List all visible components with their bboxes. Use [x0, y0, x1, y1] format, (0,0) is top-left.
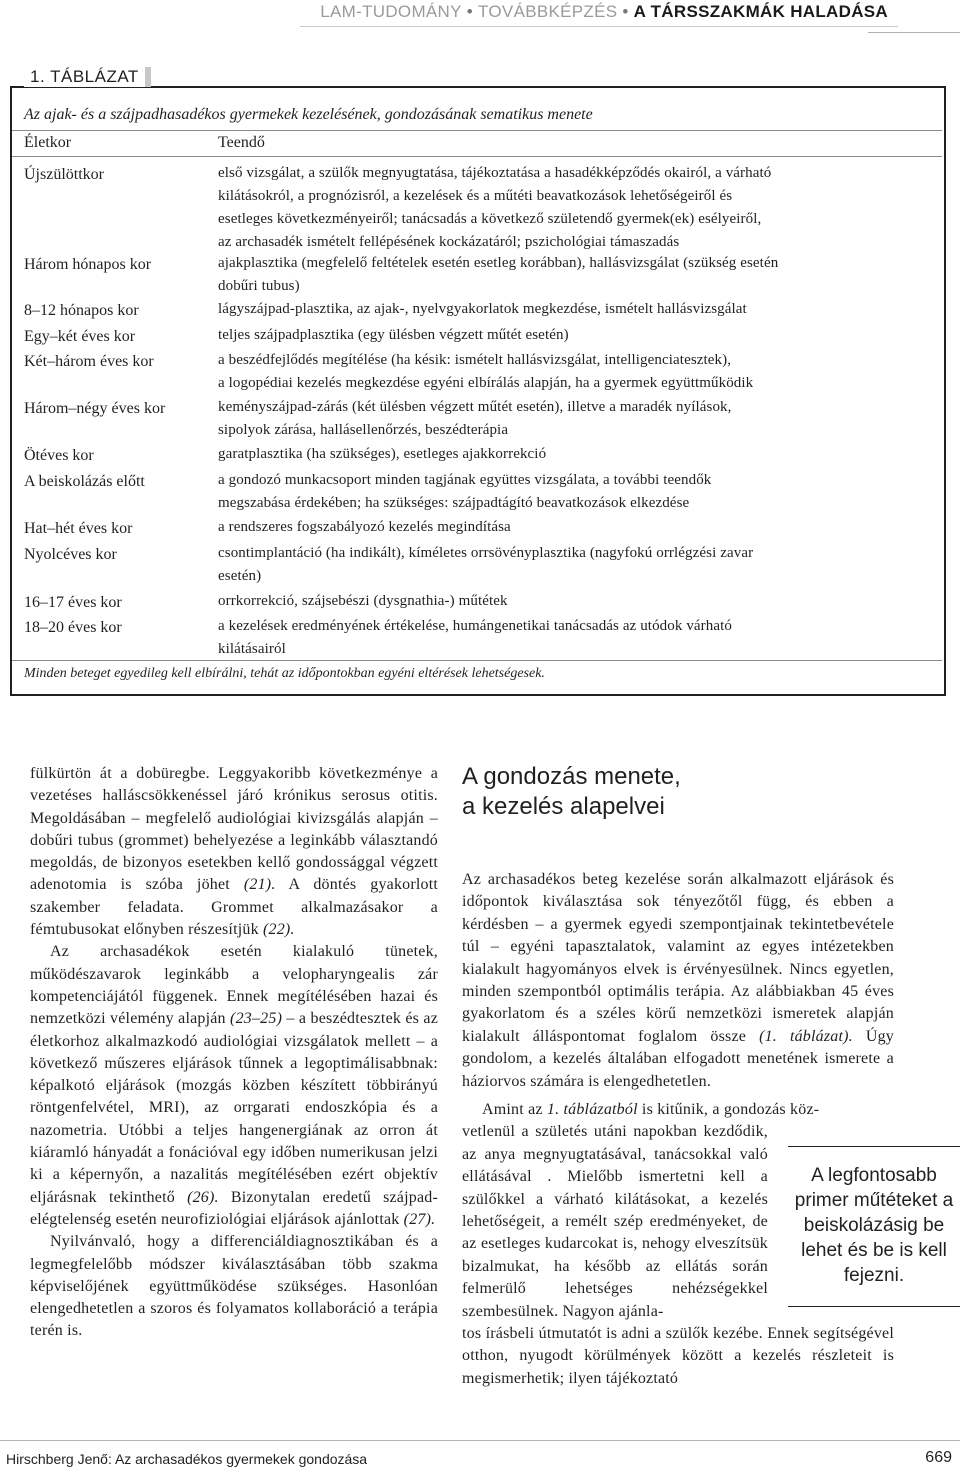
paragraph-continued: tos írásbeli útmutatót is adni a szülők kezébe. Ennek segítségével otthon, nyugodt körülmények között a kezelés részleteit is megismerhetik; ilyen tájékoztató — [462, 1325, 894, 1387]
table-cell-line: teljes szájpadplasztika (egy ülésben végzett műtét esetén) — [218, 327, 569, 343]
paragraph-text: A döntés gyakorlott szakember feladata. Grommet alkalmazásakor a fémtubusokat előnyben részesítjük — [30, 876, 439, 939]
paragraph-text: fülkürtön át a dobüregbe. Leggyakoribb következménye a vezetéses halláscsökkenéssel járó krónikus serosus otitis. Megoldásában – megfelelő audiológiai kivizsgálás alapján – dobűri tubus (grommet) behelyezése a leginkább választandó megoldás, de bizonyos esetekben kellő gondossággal végzett adenotomia is szóba jöhet — [30, 765, 438, 894]
paragraph — [30, 941, 438, 1231]
table-header-todo: Teendő — [218, 134, 265, 151]
table-cell-line: a rendszeres fogszabályozó kezelés megindítása — [218, 519, 511, 535]
table-cell-line: a logopédiai kezelés megkezdése egyéni elbírálás alapján, ha a gyermek együttműködik — [218, 375, 754, 391]
paragraph — [462, 869, 894, 1093]
section-heading-line: a kezelés alapelvei — [462, 793, 665, 820]
table-header-age: Életkor — [24, 134, 72, 151]
paragraph-first-line — [462, 1099, 894, 1121]
table-cell-age: Nyolcéves kor — [24, 546, 117, 563]
table-cell-age: Egy–két éves kor — [24, 328, 136, 345]
table-cell-todo — [218, 252, 934, 298]
table-cell-todo — [218, 162, 934, 254]
table-cell-todo — [218, 324, 934, 347]
footer-article-title: Hirschberg Jenő: Az archasadékos gyermekek gondozása — [6, 1451, 368, 1467]
table-cell-line: a gondozó munkacsoport minden tagjának együttes vizsgálata, a további teendők — [218, 472, 712, 488]
section-heading — [462, 762, 681, 822]
left-column — [30, 763, 438, 1343]
table-label: 1. TÁBLÁZAT — [24, 67, 151, 87]
reference: (27). — [403, 1210, 436, 1228]
pull-quote: A legfontosabb primer műtéteket a beiskolázásig be lehet és be is kell fejezni. — [794, 1165, 954, 1286]
table-cell-todo — [218, 615, 934, 661]
table-cell-line: kilátásairól — [218, 641, 286, 657]
section-heading-line: A gondozás menete, — [462, 763, 681, 790]
table-header-bottom-rule — [12, 156, 942, 157]
paragraph-text: Az archasadékok esetén kialakuló tünetek, működészavarok leginkább a velopharyngealis zár kompetenciájától függenek. Ennek megítélésében hazai és nemzetközi vélemény alapján — [30, 943, 438, 1028]
table-cell-line: kilátásokról, a prognózisról, a kezelések és a műtéti beavatkozások lehetőségeiről és — [218, 188, 733, 204]
paragraph-text: Amint az — [482, 1101, 547, 1118]
table-cell-line: sipolyok zárása, hallásellenőrzés, beszédterápia — [218, 422, 509, 438]
table-cell-todo — [218, 469, 934, 515]
table-cell-age: Hat–hét éves kor — [24, 520, 133, 537]
table-cell-age: Három–négy éves kor — [24, 400, 166, 417]
table-cell-line: megszabása érdekében; ha szükséges: szájpadtágító beavatkozások elkezdése — [218, 495, 690, 511]
table-cell-line: keményszájpad-zárás (két ülésben végzett műtét esetén), illetve a maradék nyílások, — [218, 399, 732, 415]
reference: (21). — [243, 876, 276, 894]
paragraph — [30, 763, 438, 941]
paragraph-text: – a beszédtesztek és az életkorhoz alkalmazkodó audiológiai vizsgálatok mellett – a következő műszeres eljárások tűnnek a legoptimálisabbnak: képalkotó eljárások (mozgás közben készített többirányú röntgenfelvétel, MRI), az orrgarati endoszkópia és a nazometria. Utóbbi a teljes hangenergiának az orron át kiáramló hányadát a fonációval egy időben numerikusan jelzi ki a képernyőn, a nazalitás megítélésében ezért objektív eljárásnak tekinthető — [30, 1010, 439, 1206]
bullet-icon: • — [622, 2, 629, 21]
table-cell-todo — [218, 396, 934, 442]
table-cell-todo — [218, 590, 934, 613]
table-note: Minden beteget egyedileg kell elbírálni, tehát az időpontokban egyéni eltérések lehetségesek. — [24, 666, 545, 681]
reference: 1. táblázatból — [546, 1101, 638, 1118]
table-cell-todo — [218, 542, 934, 588]
table-cell-age: 18–20 éves kor — [24, 619, 122, 636]
table-cell-line: lágyszájpad-plasztika, az ajak-, nyelvgyakorlatok megkezdése, ismételt hallásvizsgálat — [218, 301, 747, 317]
header-rule — [300, 26, 898, 27]
header-section-3: A TÁRSSZAKMÁK HALADÁSA — [633, 2, 888, 21]
table-header-top-rule — [12, 130, 942, 131]
table-cell-line: esetén) — [218, 568, 262, 584]
table-cell-line: első vizsgálat, a szülők megnyugtatása, tájékoztatása a hasadékképződés okairól, a várható — [218, 165, 772, 181]
bullet-icon: • — [466, 2, 474, 21]
reference: (26). — [187, 1188, 219, 1206]
header-section-1: LAM-TUDOMÁNY — [320, 2, 462, 21]
header-section-2: TOVÁBBKÉPZÉS — [478, 2, 618, 21]
header-text — [320, 2, 888, 22]
table-cell-line: dobűri tubus) — [218, 278, 300, 294]
table-cell-age: Két–három éves kor — [24, 353, 154, 370]
paragraph-text: Bizonytalan eredetű szájpad-elégtelenség esetén neurofiziológiai eljárások ajánlottak — [30, 1188, 438, 1228]
paragraph-text: is kitűnik, a gondozás köz- — [637, 1101, 820, 1118]
table-cell-age: A beiskolázás előtt — [24, 473, 145, 490]
reference: (22). — [262, 921, 295, 939]
table-cell-todo — [218, 443, 934, 466]
table-cell-line: ajakplasztika (megfelelő feltételek esetén esetleg korábban), hallásvizsgálat (szükség esetén — [218, 255, 779, 271]
table-cell-age: Három hónapos kor — [24, 256, 152, 273]
table-cell-todo — [218, 298, 934, 321]
table-cell-line: az archasadék ismételt fellépésének kockázatáról; pszichológiai támaszadás — [218, 234, 680, 250]
table-cell-todo — [218, 516, 934, 539]
reference: (1. táblázat). — [759, 1027, 853, 1045]
table-footer-rule — [12, 660, 942, 661]
paragraph-wrapped: vetlenül a születés utáni napokban kezdődik, az anya megnyugtatásával, tanácsokkal való ellátásával . Mielőbb ismertetni kell a szülőkkel a várható kilátásokat, a kezelés lehetőségeit, a remélt szép eredményeket, de az esetleges kudarcokat is, nehogy elveszítsük bizalmukat, ha később az ellátás során felmerülő lehetséges nehézségekkel szembesülnek. Nagyon ajánla- — [462, 1123, 768, 1320]
table-cell-line: esetleges következményeiről; tanácsadás a következő születendő gyermek(ek) esélyeiről, — [218, 211, 762, 227]
pull-quote-rule-bottom — [788, 1306, 960, 1307]
table-cell-line: csontimplantáció (ha indikált), kíméletes orrsövényplasztika (nagyfokú orrlégzési zavar — [218, 545, 754, 561]
right-column-paragraph — [462, 853, 894, 1109]
table-cell-line: a kezelések eredményének értékelése, humángenetikai tanácsadás az utódok várható — [218, 618, 733, 634]
table-cell-line: a beszédfejlődés megítélése (ha késik: ismételt hallásvizsgálat, intelligenciatesztek), — [218, 352, 732, 368]
table-caption: Az ajak- és a szájpadhasadékos gyermekek kezelésének, gondozásának sematikus menete — [24, 106, 593, 123]
table-cell-line: orrkorrekció, szájsebészi (dysgnathia-) műtétek — [218, 593, 508, 609]
reference: (23–25) — [230, 1010, 283, 1028]
footer-rule — [0, 1440, 960, 1441]
paragraph-text: Úgy gondolom, a kezelés általában elfogadott menetének ismerete a háziorvos számára is elengedhetetlen. — [462, 1027, 894, 1090]
table-cell-age: 16–17 éves kor — [24, 594, 122, 611]
table-cell-line: garatplasztika (ha szükséges), esetleges ajakkorrekció — [218, 446, 547, 462]
table-cell-age: 8–12 hónapos kor — [24, 302, 139, 319]
page-number: 669 — [925, 1449, 952, 1466]
header-accent-line — [868, 32, 960, 33]
paragraph-text: Az archasadékos beteg kezelése során alkalmazott eljárások és időpontok kiválasztása sok tényezőtől függ, és ebben a kérdésben – a gyermek egyedi szempontjainak tekintetbevétele túl – egyéni tapasztalatok, valamint az egyes intézetekben kialakult hagyományos elvek is érvényesülnek. Nincs egyetlen, minden szempontból optimális terápia. Az alábbiakban 45 éves gyakorlatom és a széles körű nemzetközi ismeretek alapján kialakult álláspontomat foglalom össze — [462, 871, 894, 1045]
table-cell-age: Ötéves kor — [24, 447, 94, 464]
pull-quote-rule-top — [788, 1146, 960, 1147]
table-cell-age: Újszülöttkor — [24, 166, 104, 183]
table-cell-todo — [218, 349, 934, 395]
running-header — [0, 0, 960, 30]
paragraph: Nyilvánvaló, hogy a differenciáldiagnosztikában és a legmegfelelőbb módszer kiválasztásában több szakma képviselőjének együttműködése szükséges. Hasonlóan elengedhetetlen a szoros és folyamatos kollaboráció a terápia terén is. — [30, 1233, 438, 1340]
